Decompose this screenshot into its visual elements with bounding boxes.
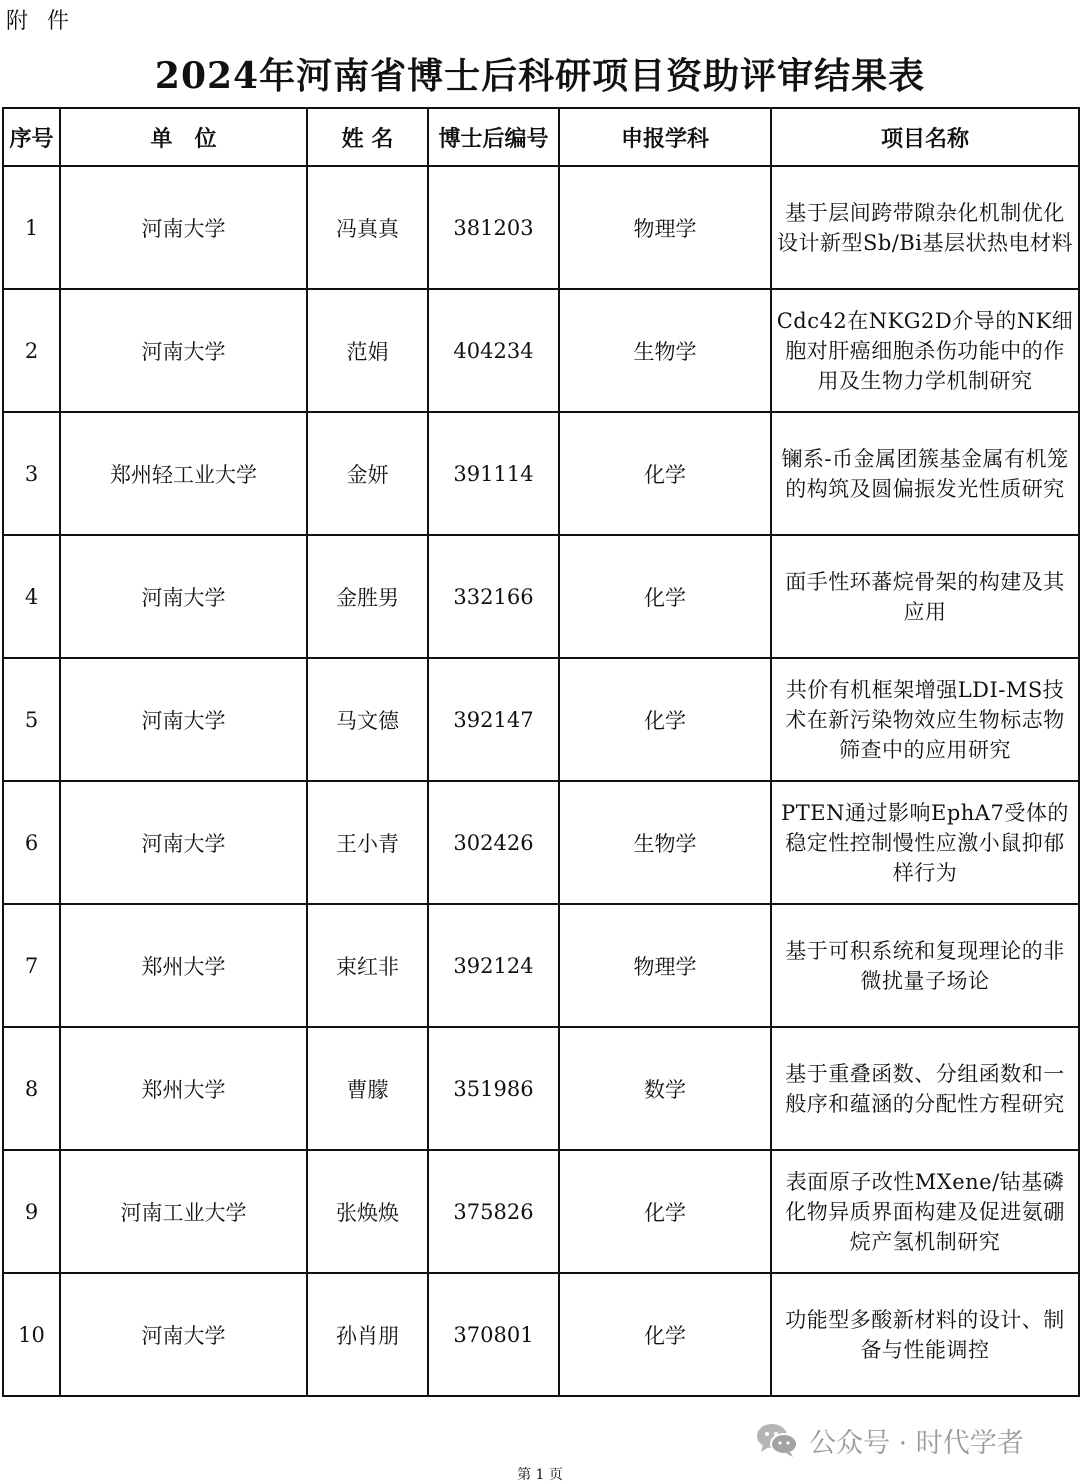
wechat-icon bbox=[755, 1421, 799, 1459]
table-row bbox=[3, 289, 1079, 412]
cell-postdoc-id: 375826 bbox=[428, 1150, 559, 1273]
cell-name: 束红非 bbox=[307, 904, 428, 1027]
cell-unit: 河南大学 bbox=[60, 289, 307, 412]
header-subject: 申报学科 bbox=[559, 108, 771, 166]
cell-name: 曹朦 bbox=[307, 1027, 428, 1150]
cell-name: 冯真真 bbox=[307, 166, 428, 289]
cell-postdoc-id: 381203 bbox=[428, 166, 559, 289]
cell-no: 7 bbox=[3, 904, 60, 1027]
cell-postdoc-id: 391114 bbox=[428, 412, 559, 535]
table-row bbox=[3, 535, 1079, 658]
cell-project: 基于重叠函数、分组函数和一般序和蕴涵的分配性方程研究 bbox=[771, 1027, 1079, 1150]
table-row bbox=[3, 412, 1079, 535]
cell-no: 8 bbox=[3, 1027, 60, 1150]
watermark bbox=[755, 1418, 1024, 1462]
table-row bbox=[3, 658, 1079, 781]
table-row bbox=[3, 781, 1079, 904]
cell-subject: 化学 bbox=[559, 658, 771, 781]
page-number: 第 1 页 bbox=[517, 1467, 563, 1483]
cell-name: 马文德 bbox=[307, 658, 428, 781]
cell-no: 6 bbox=[3, 781, 60, 904]
cell-project: Cdc42在NKG2D介导的NK细胞对肝癌细胞杀伤功能中的作用及生物力学机制研究 bbox=[771, 289, 1079, 412]
cell-subject: 数学 bbox=[559, 1027, 771, 1150]
cell-name: 张焕焕 bbox=[307, 1150, 428, 1273]
cell-unit: 河南工业大学 bbox=[60, 1150, 307, 1273]
cell-postdoc-id: 392124 bbox=[428, 904, 559, 1027]
header-row bbox=[3, 108, 1079, 166]
cell-project: 基于可积系统和复现理论的非微扰量子场论 bbox=[771, 904, 1079, 1027]
cell-unit: 郑州大学 bbox=[60, 904, 307, 1027]
cell-no: 4 bbox=[3, 535, 60, 658]
cell-unit: 河南大学 bbox=[60, 781, 307, 904]
table-row bbox=[3, 1027, 1079, 1150]
results-table bbox=[2, 107, 1080, 1397]
cell-project: 共价有机框架增强LDI-MS技术在新污染物效应生物标志物筛查中的应用研究 bbox=[771, 658, 1079, 781]
cell-subject: 化学 bbox=[559, 412, 771, 535]
cell-project: 功能型多酸新材料的设计、制备与性能调控 bbox=[771, 1273, 1079, 1396]
cell-project: 表面原子改性MXene/钴基磷化物异质界面构建及促进氨硼烷产氢机制研究 bbox=[771, 1150, 1079, 1273]
cell-no: 3 bbox=[3, 412, 60, 535]
cell-postdoc-id: 302426 bbox=[428, 781, 559, 904]
cell-subject: 化学 bbox=[559, 1150, 771, 1273]
cell-unit: 河南大学 bbox=[60, 1273, 307, 1396]
table-row bbox=[3, 1150, 1079, 1273]
cell-subject: 化学 bbox=[559, 535, 771, 658]
header-no: 序号 bbox=[3, 108, 60, 166]
attachment-label: 附 件 bbox=[6, 9, 75, 34]
header-postdoc-id: 博士后编号 bbox=[428, 108, 559, 166]
table-row bbox=[3, 904, 1079, 1027]
cell-project: 基于层间跨带隙杂化机制优化设计新型Sb/Bi基层状热电材料 bbox=[771, 166, 1079, 289]
header-unit: 单 位 bbox=[60, 108, 307, 166]
cell-no: 9 bbox=[3, 1150, 60, 1273]
cell-no: 10 bbox=[3, 1273, 60, 1396]
cell-no: 5 bbox=[3, 658, 60, 781]
cell-no: 1 bbox=[3, 166, 60, 289]
cell-subject: 生物学 bbox=[559, 781, 771, 904]
cell-postdoc-id: 351986 bbox=[428, 1027, 559, 1150]
cell-name: 孙肖朋 bbox=[307, 1273, 428, 1396]
cell-unit: 郑州轻工业大学 bbox=[60, 412, 307, 535]
cell-unit: 河南大学 bbox=[60, 166, 307, 289]
cell-subject: 化学 bbox=[559, 1273, 771, 1396]
cell-project: 镧系-币金属团簇基金属有机笼的构筑及圆偏振发光性质研究 bbox=[771, 412, 1079, 535]
header-project: 项目名称 bbox=[771, 108, 1079, 166]
cell-postdoc-id: 404234 bbox=[428, 289, 559, 412]
cell-project: PTEN通过影响EphA7受体的稳定性控制慢性应激小鼠抑郁样行为 bbox=[771, 781, 1079, 904]
cell-project: 面手性环蕃烷骨架的构建及其应用 bbox=[771, 535, 1079, 658]
cell-name: 金妍 bbox=[307, 412, 428, 535]
cell-name: 范娟 bbox=[307, 289, 428, 412]
cell-postdoc-id: 370801 bbox=[428, 1273, 559, 1396]
cell-unit: 郑州大学 bbox=[60, 1027, 307, 1150]
cell-unit: 河南大学 bbox=[60, 658, 307, 781]
cell-name: 王小青 bbox=[307, 781, 428, 904]
cell-name: 金胜男 bbox=[307, 535, 428, 658]
cell-subject: 物理学 bbox=[559, 166, 771, 289]
cell-postdoc-id: 392147 bbox=[428, 658, 559, 781]
cell-subject: 物理学 bbox=[559, 904, 771, 1027]
table-row bbox=[3, 1273, 1079, 1396]
cell-postdoc-id: 332166 bbox=[428, 535, 559, 658]
header-name: 姓 名 bbox=[307, 108, 428, 166]
cell-no: 2 bbox=[3, 289, 60, 412]
cell-subject: 生物学 bbox=[559, 289, 771, 412]
table-row bbox=[3, 166, 1079, 289]
watermark-text: 公众号 · 时代学者 bbox=[809, 1427, 1024, 1459]
cell-unit: 河南大学 bbox=[60, 535, 307, 658]
document-title: 2024年河南省博士后科研项目资助评审结果表 bbox=[154, 55, 926, 97]
